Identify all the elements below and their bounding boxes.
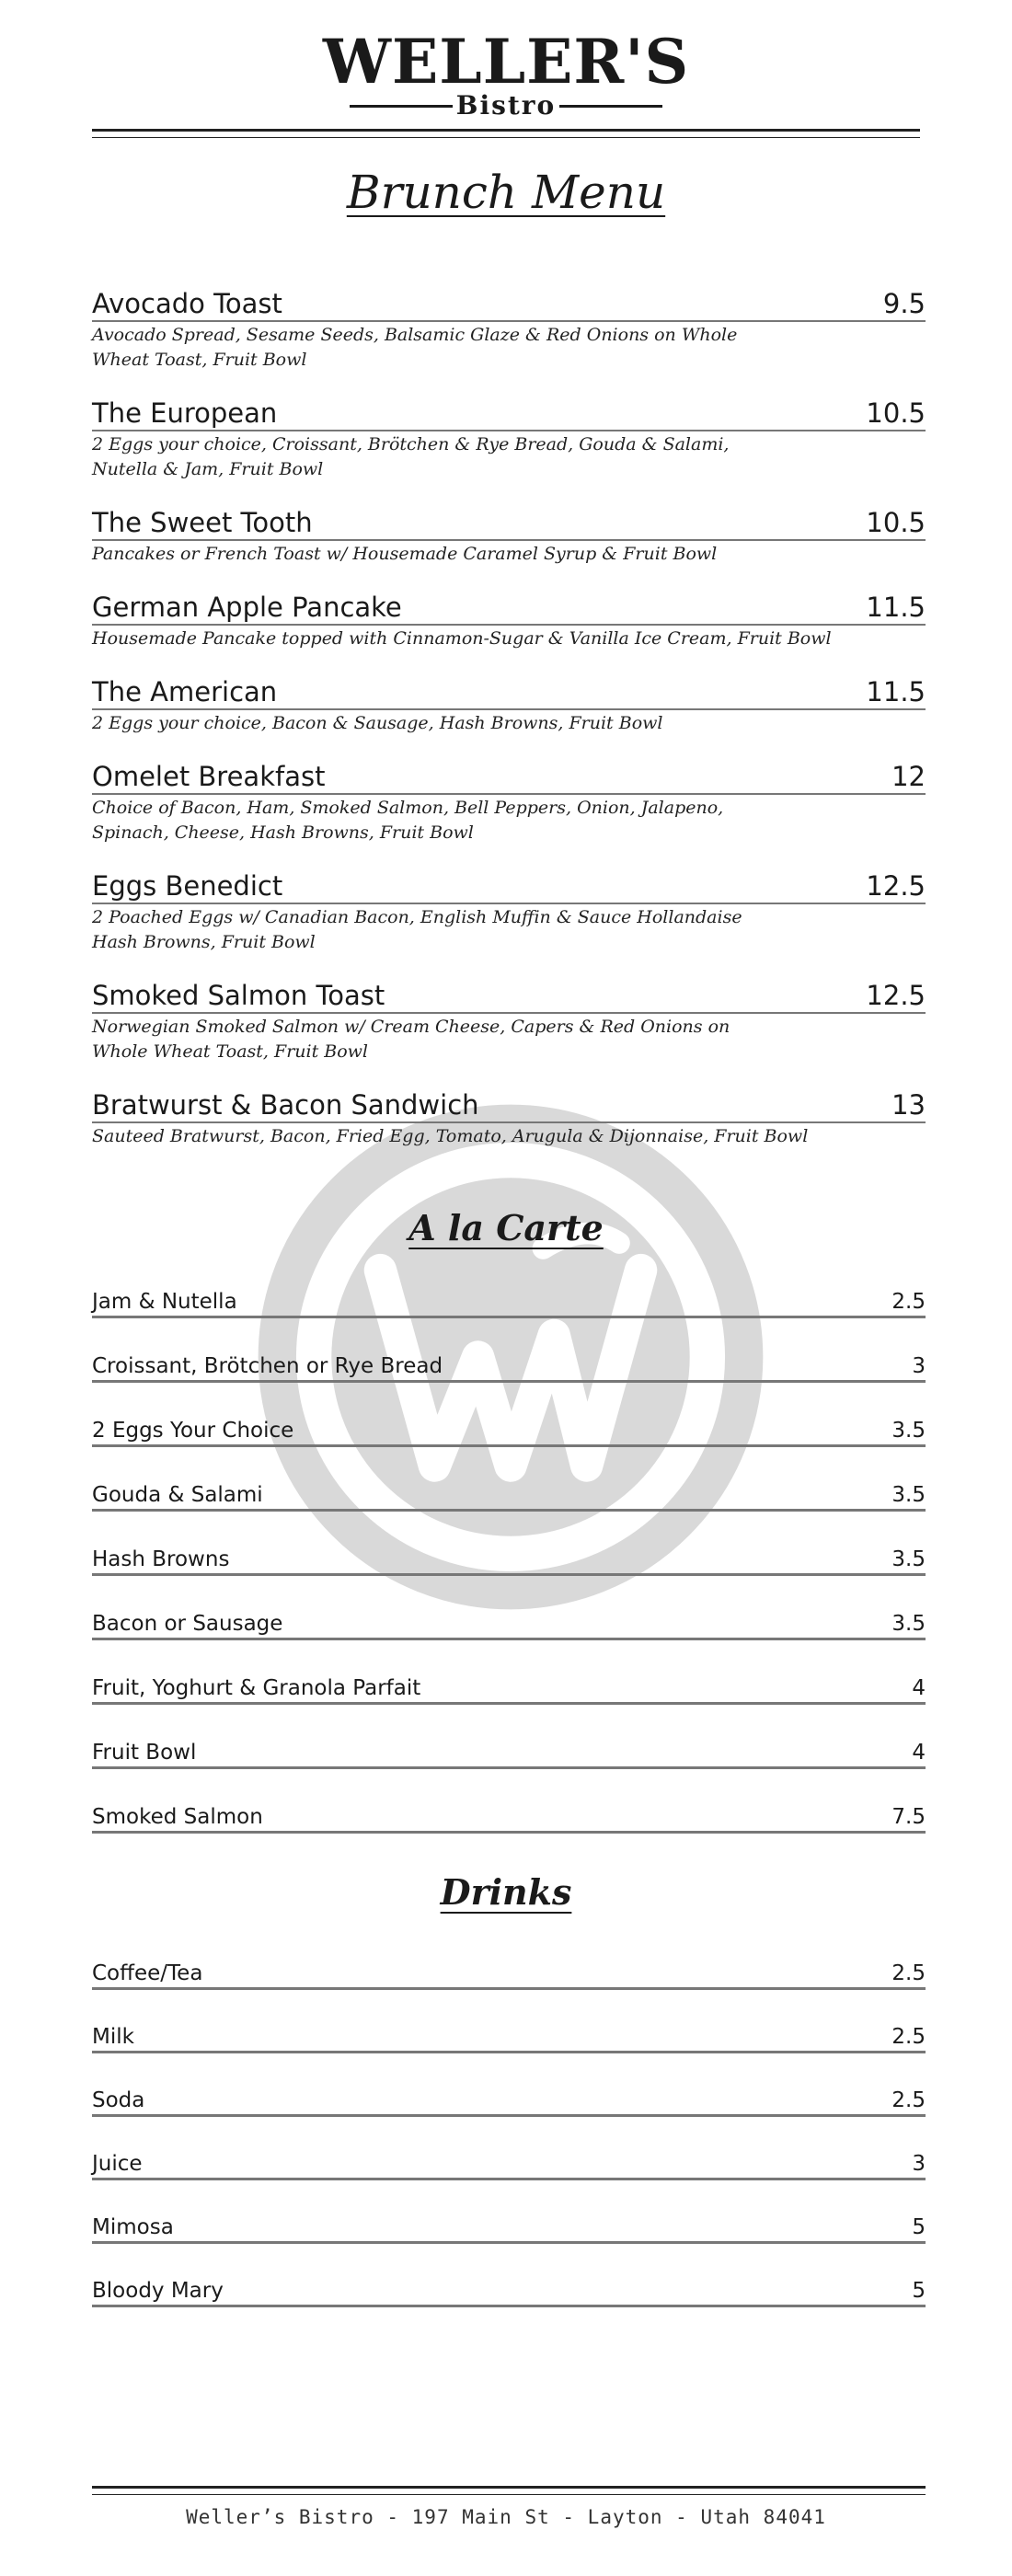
drinks-title: Drinks [440, 1871, 572, 1913]
brunch-list [92, 287, 926, 1173]
menu-item-header [92, 591, 926, 626]
menu-item-header [92, 287, 926, 322]
list-item-name: Fruit Bowl [92, 1741, 197, 1765]
menu-item-name: Bratwurst & Bacon Sandwich [92, 1089, 479, 1121]
menu-item-description: Norwegian Smoked Salmon w/ Cream Cheese, Capers & Red Onions on Whole Wheat Toast, Fruit Bowl [92, 1017, 730, 1062]
menu-item-header [92, 675, 926, 710]
list-item-price: 2.5 [891, 1290, 926, 1314]
menu-item-price: 12.5 [866, 870, 926, 902]
list-item [92, 1958, 926, 1990]
menu-item-header [92, 869, 926, 904]
list-item-name: 2 Eggs Your Choice [92, 1419, 294, 1443]
bistro-logo [0, 26, 1012, 121]
menu-item-description: 2 Eggs your choice, Bacon & Sausage, Hash Browns, Fruit Bowl [92, 713, 663, 733]
menu-item-price: 10.5 [866, 507, 926, 538]
menu-item [92, 869, 926, 955]
list-item-price: 3 [912, 1354, 926, 1378]
menu-item-description: Housemade Pancake topped with Cinnamon-Sugar & Vanilla Ice Cream, Fruit Bowl [92, 628, 832, 649]
menu-item-name: The American [92, 676, 278, 707]
menu-item-name: Eggs Benedict [92, 870, 283, 902]
list-item-name: Soda [92, 2088, 145, 2112]
list-item [92, 1351, 926, 1383]
list-item-price: 5 [912, 2279, 926, 2303]
menu-item-price: 11.5 [866, 592, 926, 623]
list-item [92, 1286, 926, 1318]
menu-item-name: German Apple Pancake [92, 592, 402, 623]
footer-divider [92, 2486, 926, 2495]
logo-name: WELLER'S [322, 26, 690, 98]
header-divider [92, 129, 920, 138]
menu-item-description: Avocado Spread, Sesame Seeds, Balsamic Glaze & Red Onions on Whole Wheat Toast, Fruit Bowl [92, 325, 738, 370]
list-item-name: Fruit, Yoghurt & Granola Parfait [92, 1676, 421, 1700]
menu-item-header [92, 397, 926, 431]
menu-item-price: 11.5 [866, 676, 926, 707]
menu-item-description: Pancakes or French Toast w/ Housemade Caramel Syrup & Fruit Bowl [92, 544, 718, 564]
list-item [92, 1737, 926, 1769]
list-item-name: Mimosa [92, 2215, 174, 2239]
logo-subtitle-wrap [350, 92, 662, 120]
list-item-price: 2.5 [891, 2025, 926, 2049]
logo-rule-right [559, 105, 662, 108]
menu-item [92, 591, 926, 651]
list-item-name: Juice [92, 2152, 143, 2176]
menu-item-price: 13 [891, 1089, 926, 1121]
list-item [92, 2212, 926, 2244]
list-item-name: Hash Browns [92, 1547, 230, 1571]
menu-item-description: 2 Poached Eggs w/ Canadian Bacon, English Muffin & Sauce Hollandaise Hash Browns, Fruit Bowl [92, 907, 742, 952]
list-item-name: Bloody Mary [92, 2279, 224, 2303]
list-item [92, 2148, 926, 2180]
menu-item [92, 979, 926, 1064]
list-item-price: 4 [912, 1676, 926, 1700]
list-item-name: Gouda & Salami [92, 1483, 263, 1507]
menu-item-description: 2 Eggs your choice, Croissant, Brötchen & Rye Bread, Gouda & Salami, Nutella & Jam, Fruit Bowl [92, 434, 730, 479]
list-item-price: 3.5 [891, 1419, 926, 1443]
brunch-menu-title: Brunch Menu [346, 166, 666, 219]
list-item-name: Milk [92, 2025, 134, 2049]
menu-item-price: 9.5 [882, 288, 926, 319]
drinks-list [92, 1958, 926, 2339]
list-item [92, 2085, 926, 2117]
menu-item-price: 12.5 [866, 980, 926, 1011]
list-item-name: Smoked Salmon [92, 1805, 263, 1829]
list-item [92, 1608, 926, 1640]
list-item [92, 2021, 926, 2053]
list-item-price: 4 [912, 1741, 926, 1765]
menu-item-name: The Sweet Tooth [92, 507, 313, 538]
menu-item-price: 12 [891, 761, 926, 792]
menu-item-name: Omelet Breakfast [92, 761, 326, 792]
list-item [92, 2275, 926, 2307]
list-item-price: 2.5 [891, 2088, 926, 2112]
menu-item-name: Smoked Salmon Toast [92, 980, 385, 1011]
list-item-name: Coffee/Tea [92, 1961, 203, 1985]
list-item [92, 1479, 926, 1512]
list-item-name: Croissant, Brötchen or Rye Bread [92, 1354, 443, 1378]
list-item-name: Bacon or Sausage [92, 1612, 283, 1636]
menu-item-header [92, 1088, 926, 1123]
menu-item-price: 10.5 [866, 397, 926, 429]
list-item-price: 3.5 [891, 1612, 926, 1636]
list-item-price: 3.5 [891, 1483, 926, 1507]
list-item [92, 1544, 926, 1576]
menu-item-description: Sauteed Bratwurst, Bacon, Fried Egg, Tomato, Arugula & Dijonnaise, Fruit Bowl [92, 1126, 809, 1146]
list-item-price: 5 [912, 2215, 926, 2239]
list-item-name: Jam & Nutella [92, 1290, 237, 1314]
menu-item [92, 675, 926, 736]
a-la-carte-title: A la Carte [408, 1207, 604, 1248]
list-item-price: 7.5 [891, 1805, 926, 1829]
menu-item [92, 287, 926, 373]
menu-item [92, 397, 926, 482]
list-item-price: 2.5 [891, 1961, 926, 1985]
menu-item [92, 760, 926, 845]
list-item [92, 1673, 926, 1705]
menu-item-header [92, 760, 926, 795]
list-item [92, 1415, 926, 1447]
menu-item [92, 506, 926, 567]
footer-address: Weller’s Bistro - 197 Main St - Layton - Utah 84041 [186, 2506, 826, 2528]
menu-item-header [92, 506, 926, 541]
list-item-price: 3.5 [891, 1547, 926, 1571]
menu-item [92, 1088, 926, 1149]
menu-item-header [92, 979, 926, 1014]
a-la-carte-list [92, 1286, 926, 1866]
menu-item-name: The European [92, 397, 278, 429]
list-item-price: 3 [912, 2152, 926, 2176]
list-item [92, 1801, 926, 1834]
menu-item-description: Choice of Bacon, Ham, Smoked Salmon, Bell Peppers, Onion, Jalapeno, Spinach, Cheese, Hash Browns, Fruit Bowl [92, 798, 724, 843]
logo-subtitle: Bistro [455, 90, 557, 121]
menu-item-name: Avocado Toast [92, 288, 282, 319]
